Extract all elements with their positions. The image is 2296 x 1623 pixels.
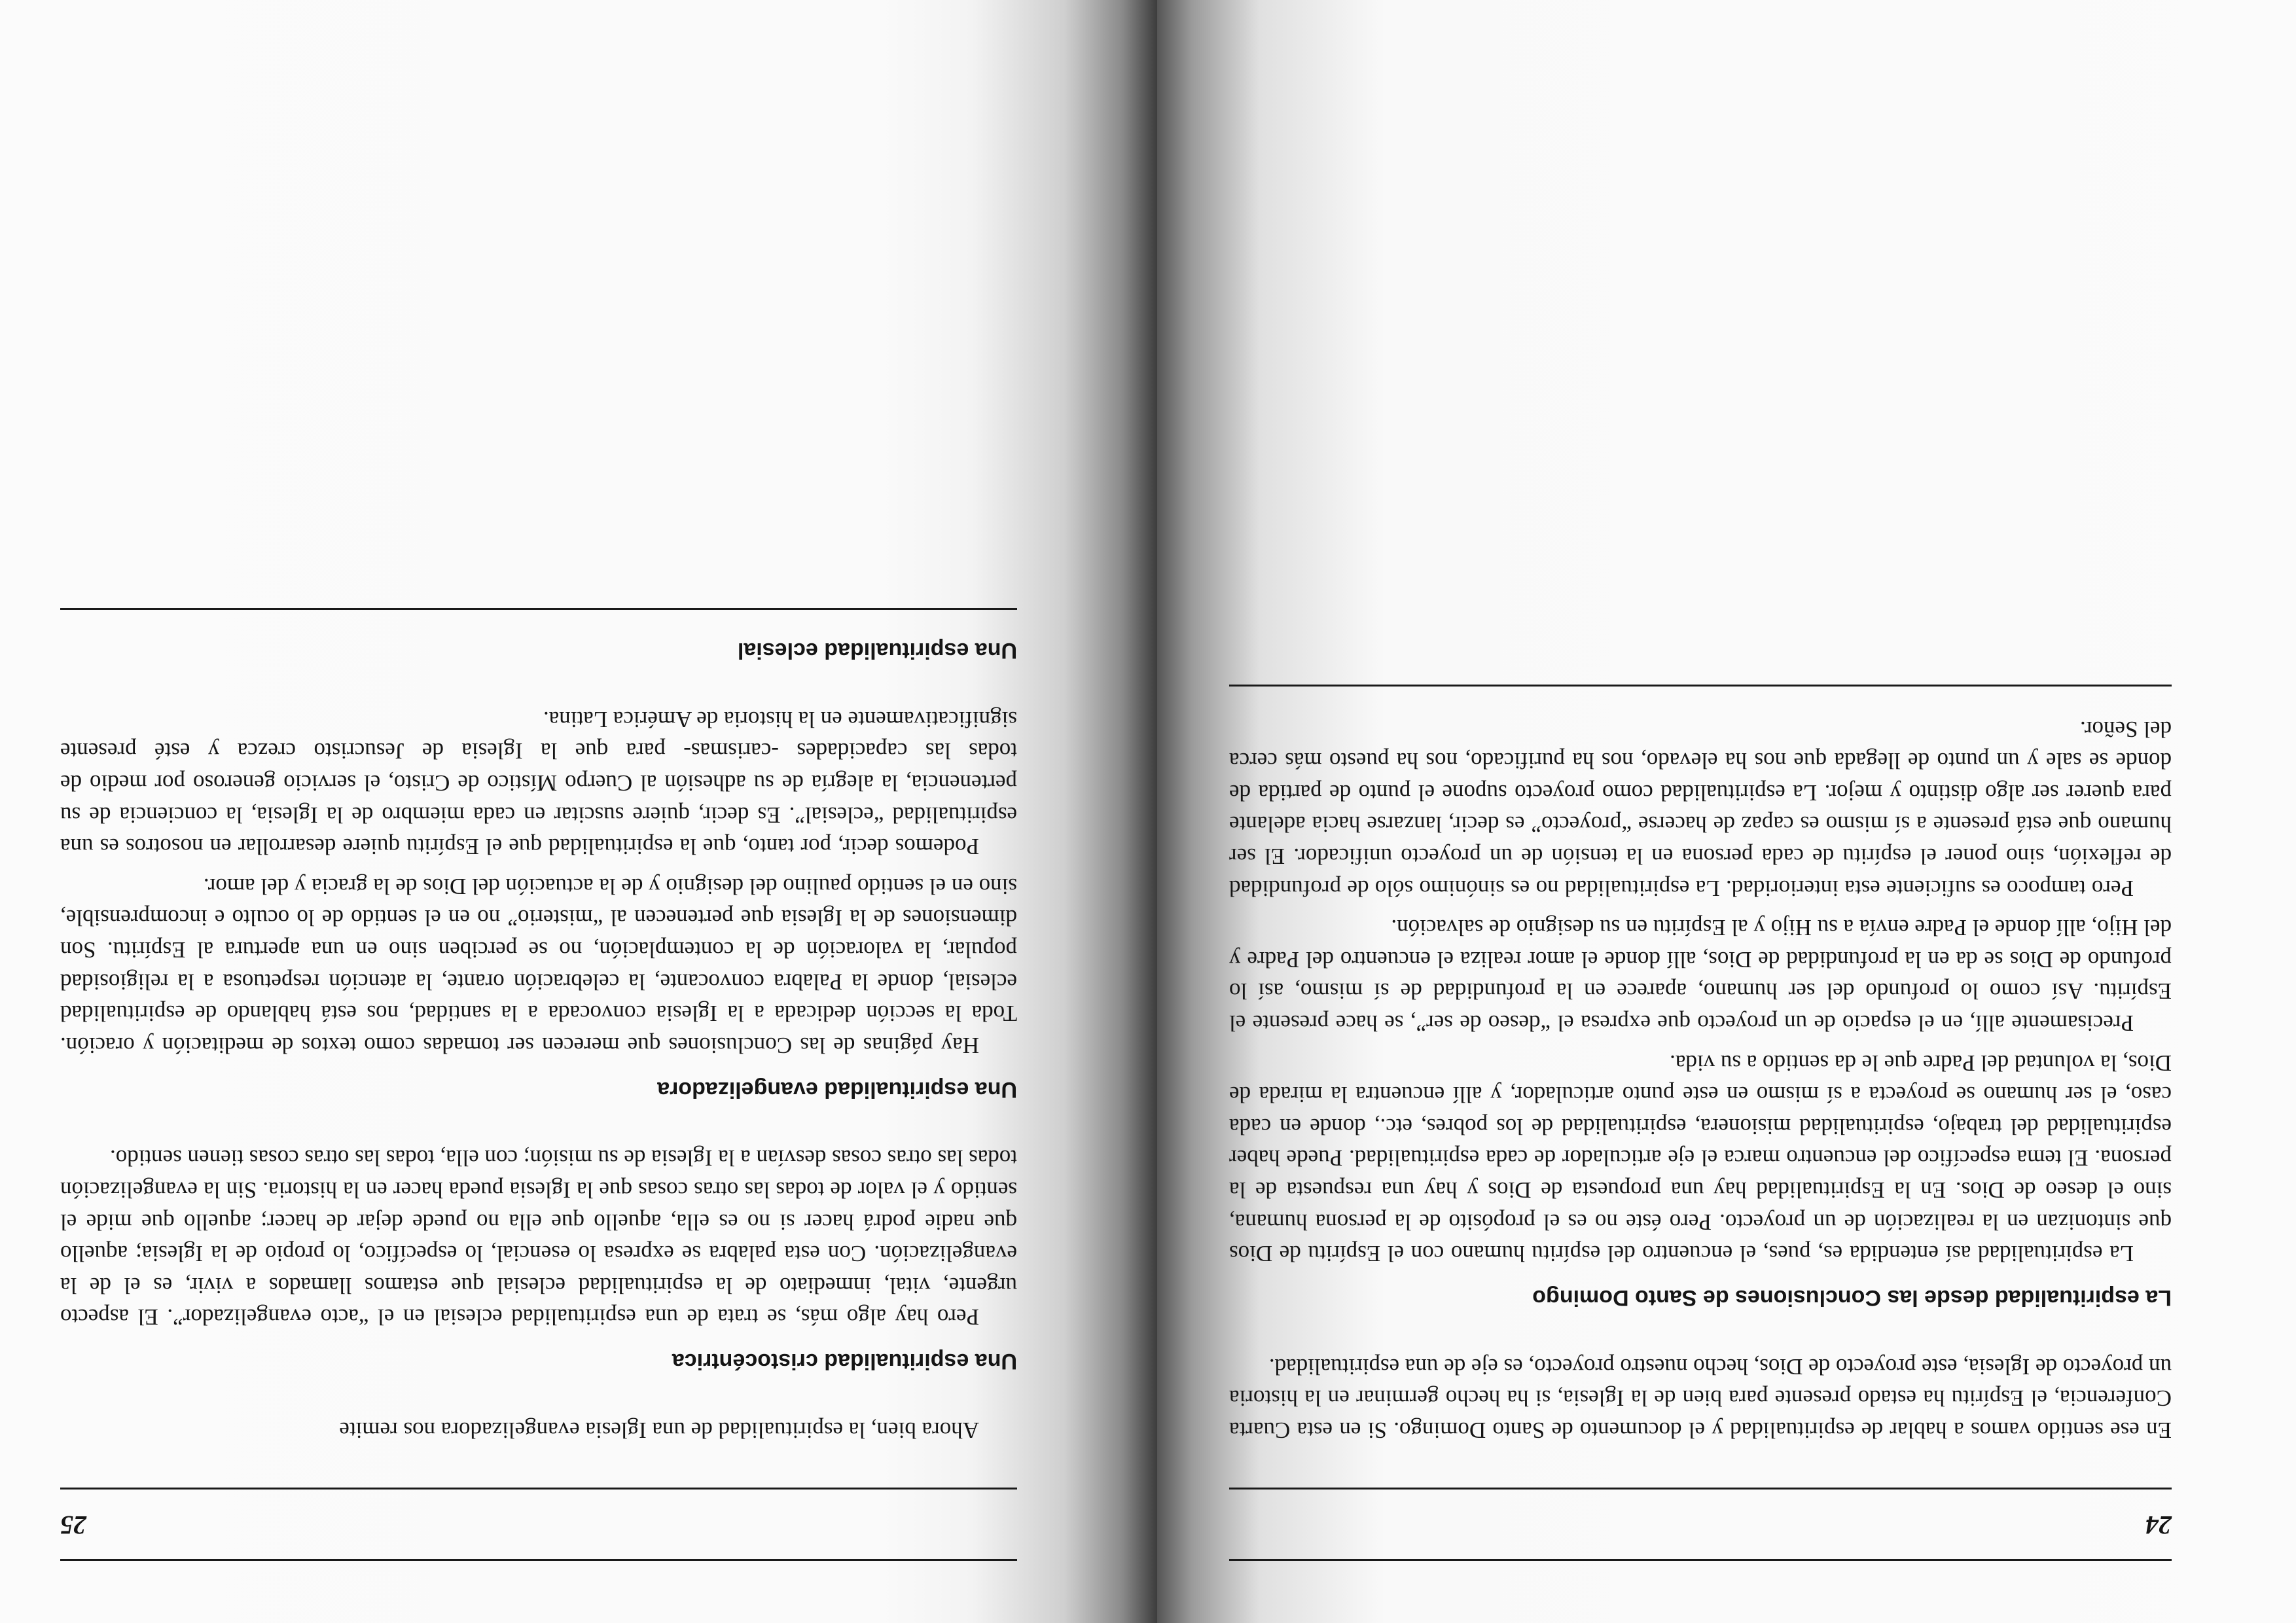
heading-evangelizadora: Una espiritualidad evangelizadora (657, 1077, 1017, 1102)
paragraph-precisamente: Precisamente allí, en el espacio de un proyecto que expresa el “deseo de ser”, se hace presente el Espíritu. Así como lo profundo del ser humano, aparece en la profundidad de sí mismo, así lo profundo de Dios se da en la profundidad de Dios, allí donde el amor realiza el encuentro del Padre y del Hijo, allí donde el Padre envía a su Hijo y al Espíritu en su designio de salvación. (1229, 915, 2172, 1037)
paragraph-proyecto-de-dios: En ese sentido vamos a hablar de espiritualidad y el documento de Santo Domingo. Si en esta Cuarta Conferencia, el Espíritu ha estado presente para bien de la Iglesia, si ha hecho germinar en la historia un proyecto de Iglesia, este proyecto de Dios, hecho nuestro proyecto, es eje de una espiritualidad. (1229, 1353, 2172, 1443)
paragraph-pero-hay-algo-mas: Pero hay algo más, se trata de una espiritualidad eclesial en el “acto evangelizador”. El aspecto urgente, vital, inmediato de la espiritualidad eclesial que estamos llamados a vivir, es el de la evangelización. Con esta palabra se expresa lo esencial, lo específico, lo propio de la Iglesia; aquello que nadie podrá hacer si no es ella, aquello que ella no puede dejar de hacer; aquello que mide el sentido y el valor de todas las otras cosas que la Iglesia pueda hacer en la historia. Sin la evangelización todas las otras cosas desvían a la Iglesia de su misión; con ella, todas las otras cosas tienen sentido. (60, 1145, 1017, 1330)
heading-eclesial: Una espiritualidad eclesial (737, 638, 1017, 664)
header-rule (60, 1559, 1017, 1561)
page-number: 24 (2145, 1510, 2172, 1540)
heading-santo-domingo: La espiritualidad desde las Conclusiones de Santo Domingo (1532, 1285, 2172, 1311)
paragraph-podemos-decir: Podemos decir, por tanto, que la espiritualidad que el Espíritu quiere desarrollar en nosotros es una espiritualidad “eclesial”. Es decir, quiere suscitar en cada miembro de la Iglesia, la conciencia de su pertenencia, la alegría de su adhesión al Cuerpo Místico de Cristo, el servicio generoso por medio de todas las capacidades -carismas- para que la Iglesia de Jesucristo crezca y esté presente significativamente en la historia de América Latina. (60, 706, 1017, 860)
page-25-content (60, 608, 1017, 1561)
header-rule (1229, 1559, 2172, 1561)
footer-rule (60, 608, 1017, 610)
paragraph-hay-paginas: Hay páginas de las Conclusiones que merecen ser tomadas como textos de meditación y oración. Toda la sección dedicada a la Iglesia convocada a la santidad, nos está hablando de espiritualidad eclesial, donde la Palabra convocante, la celebración orante, la atención respetuosa a la religiosidad popular, la valoración de la contemplación, no se perciben sino en una apertura al Espíritu. Son dimensiones de la Iglesia que pertenecen al “misterio” no en el sentido de lo oculto e incomprensible, sino en el sentido paulino del designio y de la actuación del Dios de la gracia y del amor. (60, 873, 1017, 1058)
page-24-content (1229, 685, 2172, 1561)
paragraph-ahora-bien: Ahora bien, la espiritualidad de una Iglesia evangelizadora nos remite (339, 1418, 979, 1443)
header-underline (60, 1488, 1017, 1489)
page-number: 25 (60, 1510, 86, 1540)
paragraph-la-espiritualidad-asi: La espiritualidad así entendida es, pues, el encuentro del espíritu humano con el Espíritu de Dios que sintonizan en la realización de un proyecto. Pero éste no es el propósito de la persona humana, sino el deseo de Dios. En la Espiritualidad hay una propuesta de Dios y hay una respuesta de la persona. El tema específico del encuentro marca el eje articulador de cada espiritualidad. Puede haber espiritualidad del trabajo, espiritualidad misionera, espiritualidad de los pobres, etc., donde en cada caso, el ser humano se proyecta a sí mismo en este punto articulador, y allí encuentra la mirada de Dios, la voluntad del Padre que le da sentido a su vida. (1229, 1050, 2172, 1267)
header-underline (1229, 1488, 2172, 1489)
paragraph-pero-tampoco: Pero tampoco es suficiente esta interioridad. La espiritualidad no es sinónimo sólo de profundidad de reflexión, sino poner el espíritu de cada persona en la tensión de un proyecto unificador. El ser humano que está presente a sí mismo es capaz de hacerse “proyecto” es decir, lanzarse hacia adelante para querer ser algo distinto y mejor. La espiritualidad como proyecto supone el punto de partida de donde se sale y un punto de llegada que nos ha elevado, nos ha purificado, nos ha puesto más cerca del Señor. (1229, 716, 2172, 901)
footer-rule (1229, 685, 2172, 687)
heading-cristocentrica: Una espiritualidad cristocéntrica (672, 1349, 1017, 1374)
page-24 (1157, 0, 2296, 1623)
